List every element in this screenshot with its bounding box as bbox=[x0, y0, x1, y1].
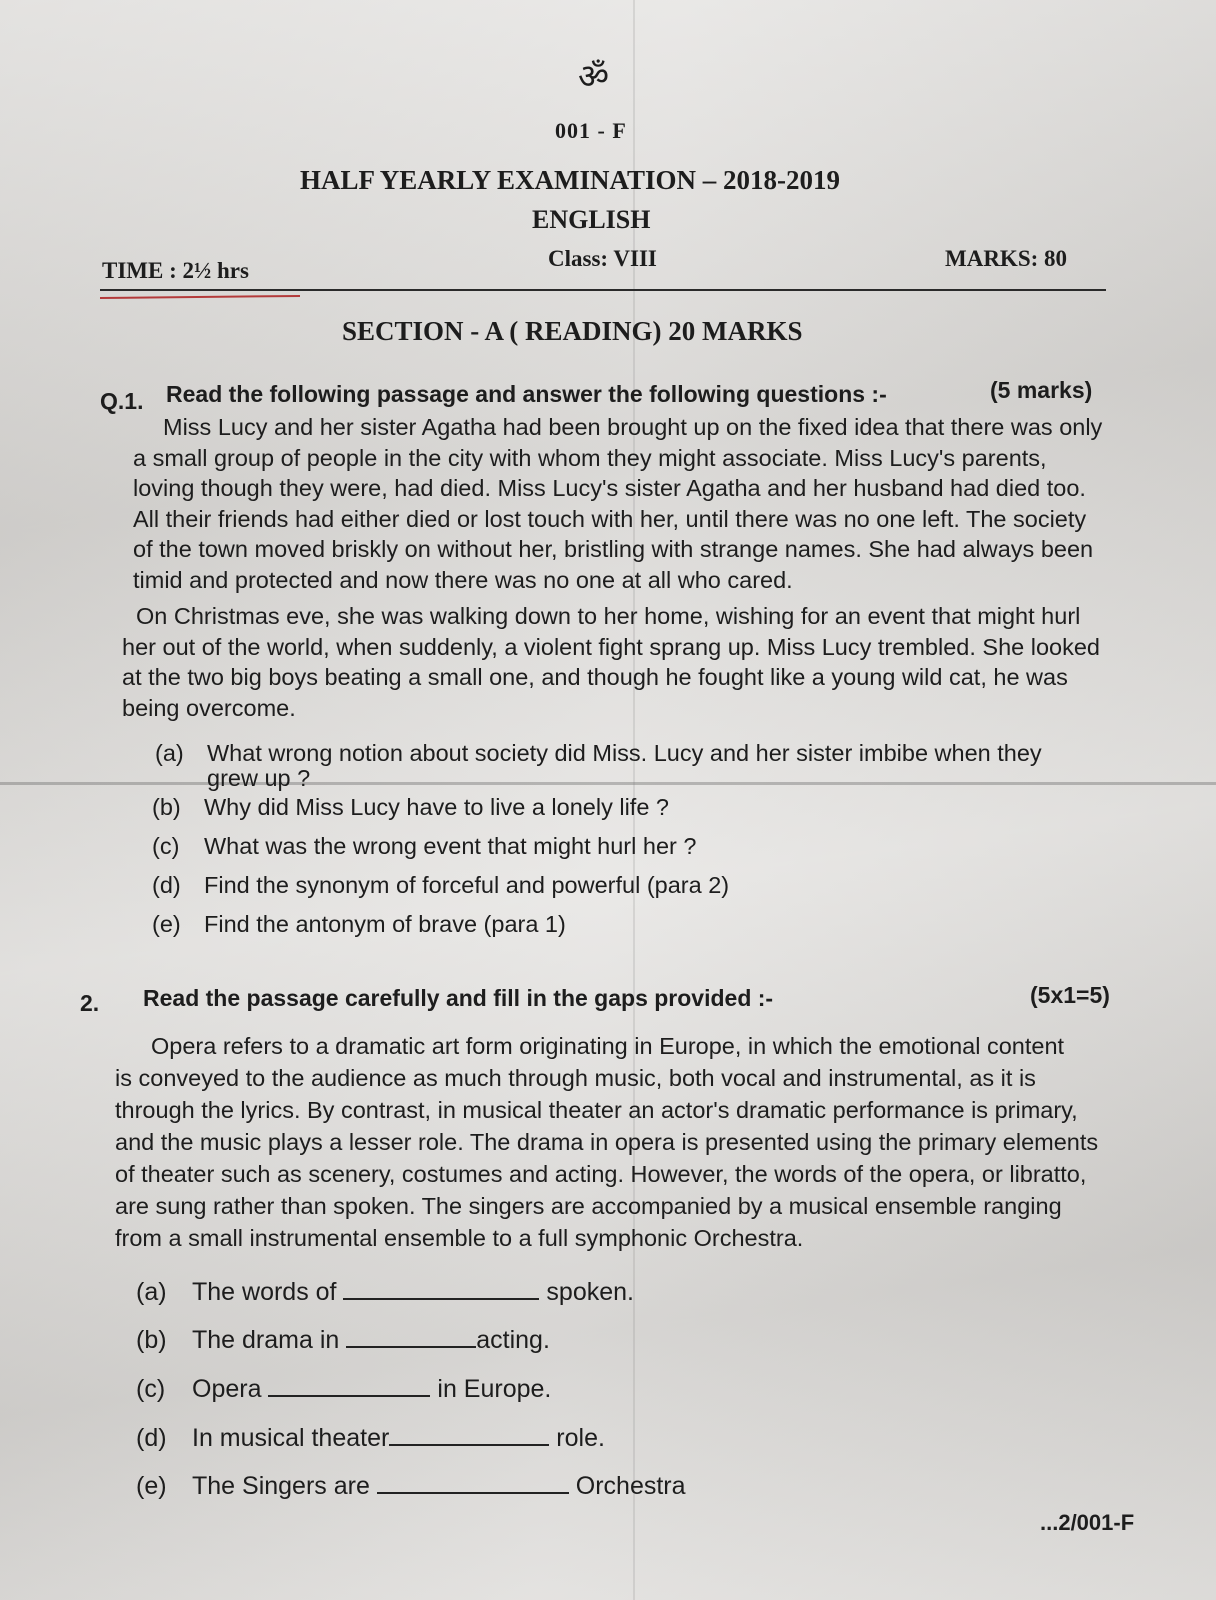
passage-line: her out of the world, when suddenly, a violent fight sprang up. Miss Lucy trembled. She looked bbox=[122, 633, 1100, 660]
fill-item-d bbox=[136, 1424, 605, 1453]
passage-line: On Christmas eve, she was walking down to her home, wishing for an event that might hurl bbox=[136, 603, 1081, 629]
fill-label: (e) bbox=[136, 1472, 167, 1500]
q1-marks: (5 marks) bbox=[990, 377, 1093, 403]
q1-question-e bbox=[152, 911, 566, 938]
header-divider bbox=[100, 289, 1106, 291]
question-text: What wrong notion about society did Miss. Lucy and her sister imbibe when they bbox=[207, 740, 1042, 766]
passage-line: Miss Lucy and her sister Agatha had been brought up on the fixed idea that there was only bbox=[163, 414, 1103, 440]
fill-before: In musical theater bbox=[192, 1424, 390, 1452]
fill-before: The Singers are bbox=[192, 1472, 370, 1500]
fill-label: (b) bbox=[136, 1326, 167, 1354]
q1-question-b bbox=[152, 794, 669, 821]
om-symbol: ॐ bbox=[578, 57, 610, 97]
question-text: Find the synonym of forceful and powerful (para 2) bbox=[204, 872, 730, 898]
question-label: (d) bbox=[152, 872, 181, 898]
section-heading: SECTION - A ( READING) 20 MARKS bbox=[342, 316, 803, 346]
passage-line: through the lyrics. By contrast, in musical theater an actor's dramatic performance is primary, bbox=[115, 1097, 1078, 1123]
question-text: What was the wrong event that might hurl her ? bbox=[204, 833, 697, 859]
fill-blank[interactable] bbox=[268, 1377, 430, 1397]
fill-after: Orchestra bbox=[575, 1472, 686, 1500]
page-continuation: ...2/001-F bbox=[1040, 1510, 1135, 1535]
question-text: Find the antonym of brave (para 1) bbox=[204, 911, 566, 937]
q2-marks: (5x1=5) bbox=[1030, 982, 1110, 1008]
q2-passage bbox=[115, 1030, 1125, 1254]
q1-passage-para2 bbox=[122, 601, 1122, 723]
question-text-cont: grew up ? bbox=[207, 765, 311, 791]
fill-before: The words of bbox=[192, 1278, 337, 1306]
passage-line: is conveyed to the audience as much through music, both vocal and instrumental, as it is bbox=[115, 1065, 1036, 1091]
passage-line: of the town moved briskly on without her, bristling with strange names. She had always been bbox=[133, 536, 1094, 562]
question-label: (b) bbox=[152, 794, 181, 820]
fill-item-c bbox=[136, 1375, 551, 1404]
q1-passage-para1 bbox=[133, 412, 1123, 595]
passage-line: a small group of people in the city with whom they might associate. Miss Lucy's parents, bbox=[133, 444, 1047, 471]
fill-after: in Europe. bbox=[437, 1375, 552, 1403]
fill-before: Opera bbox=[192, 1375, 262, 1403]
fill-label: (c) bbox=[136, 1375, 166, 1403]
passage-line: being overcome. bbox=[122, 694, 296, 721]
passage-line: are sung rather than spoken. The singers are accompanied by a musical ensemble ranging bbox=[115, 1193, 1062, 1219]
q2-instruction: Read the passage carefully and fill in the gaps provided :- bbox=[143, 985, 774, 1011]
fill-item-b bbox=[136, 1326, 550, 1355]
passage-line: timid and protected and now there was no one at all who cared. bbox=[133, 566, 793, 593]
passage-line: and the music plays a lesser role. The drama in opera is presented using the primary elements bbox=[115, 1129, 1099, 1155]
fill-item-a bbox=[136, 1278, 634, 1307]
q1-instruction: Read the following passage and answer the following questions :- bbox=[166, 381, 887, 407]
fill-blank[interactable] bbox=[377, 1474, 569, 1494]
question-label: (e) bbox=[152, 911, 181, 937]
q1-question-c bbox=[152, 833, 696, 860]
class-label: Class: VIII bbox=[548, 246, 657, 271]
q1-number: Q.1. bbox=[100, 388, 144, 414]
fill-label: (a) bbox=[136, 1278, 167, 1306]
passage-line: All their friends had either died or lost touch with her, until there was no one left. The society bbox=[133, 505, 1087, 532]
fill-after: role. bbox=[556, 1424, 605, 1452]
q2-number: 2. bbox=[80, 990, 100, 1016]
question-label: (c) bbox=[152, 833, 180, 859]
q1-question-d bbox=[152, 872, 729, 899]
question-text: Why did Miss Lucy have to live a lonely life ? bbox=[204, 794, 669, 820]
subject-title: ENGLISH bbox=[532, 205, 651, 234]
passage-line: of theater such as scenery, costumes and acting. However, the words of the opera, or libratto, bbox=[115, 1161, 1087, 1187]
fill-blank[interactable] bbox=[343, 1280, 539, 1300]
paper-code: 001 - F bbox=[555, 118, 627, 143]
question-label: (a) bbox=[155, 740, 184, 766]
fill-label: (d) bbox=[136, 1424, 167, 1452]
pen-underline bbox=[100, 295, 300, 299]
fill-blank[interactable] bbox=[389, 1426, 549, 1446]
fill-item-e bbox=[136, 1472, 686, 1501]
passage-line: loving though they were, had died. Miss Lucy's sister Agatha and her husband had died too. bbox=[133, 475, 1086, 501]
time-allowed: TIME : 2½ hrs bbox=[102, 258, 249, 283]
fill-before: The drama in bbox=[192, 1326, 340, 1354]
exam-title: HALF YEARLY EXAMINATION – 2018-2019 bbox=[300, 165, 841, 195]
fill-blank[interactable] bbox=[346, 1328, 476, 1348]
fill-after: acting. bbox=[476, 1326, 550, 1354]
passage-line: at the two big boys beating a small one, and though he fought like a young wild cat, he was bbox=[122, 664, 1068, 690]
passage-line: from a small instrumental ensemble to a full symphonic Orchestra. bbox=[115, 1225, 804, 1251]
passage-line: Opera refers to a dramatic art form originating in Europe, in which the emotional content bbox=[151, 1033, 1065, 1059]
max-marks: MARKS: 80 bbox=[945, 246, 1068, 271]
q1-question-a bbox=[155, 740, 1042, 792]
fill-after: spoken. bbox=[546, 1278, 634, 1306]
